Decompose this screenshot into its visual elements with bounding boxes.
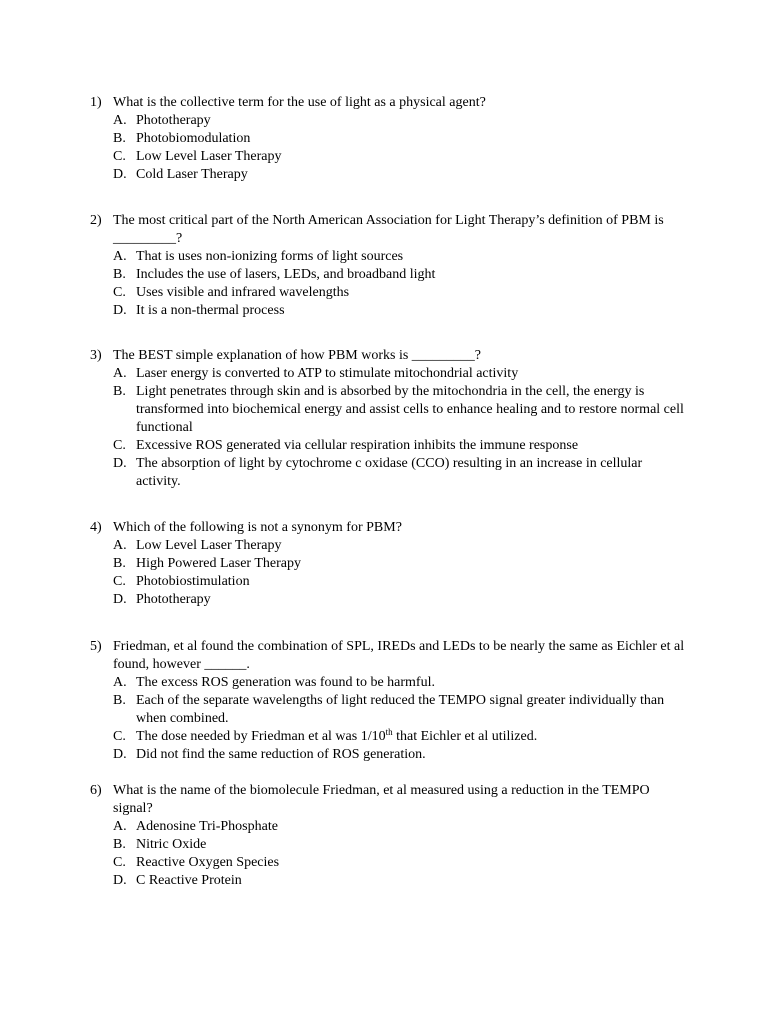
option-letter: A. — [113, 113, 127, 128]
answer-option-b — [113, 555, 690, 573]
question-text: The BEST simple explanation of how PBM works is _________? — [113, 348, 481, 363]
answer-option-a — [113, 248, 690, 266]
option-text-before: The dose needed by Friedman et al was 1/10 — [136, 729, 386, 744]
option-text: The excess ROS generation was found to be harmful. — [136, 675, 435, 690]
option-text: Reactive Oxygen Species — [136, 855, 280, 870]
option-letter: D. — [113, 592, 127, 607]
option-text: Low Level Laser Therapy — [136, 538, 282, 553]
option-text: Each of the separate wavelengths of light reduced the TEMPO signal greater individually than when combined. — [136, 693, 665, 726]
answer-option-d — [113, 746, 690, 764]
option-letter: A. — [113, 249, 127, 264]
option-text-after: that Eichler et al utilized. — [392, 729, 538, 744]
answer-options — [113, 248, 690, 320]
question-2 — [90, 212, 690, 320]
option-text: Phototherapy — [136, 592, 211, 607]
option-letter: C. — [113, 574, 126, 589]
answer-option-c — [113, 573, 690, 591]
option-text: Includes the use of lasers, LEDs, and broadband light — [136, 267, 436, 282]
option-text: Phototherapy — [136, 113, 211, 128]
option-letter: D. — [113, 303, 127, 318]
option-letter: B. — [113, 556, 126, 571]
answer-option-c — [113, 854, 690, 872]
answer-option-c — [113, 437, 690, 455]
answer-option-a — [113, 818, 690, 836]
question-number: 6) — [90, 783, 102, 798]
answer-options — [113, 537, 690, 609]
option-text: It is a non-thermal process — [136, 303, 285, 318]
ordinal-superscript: th — [385, 727, 393, 737]
question-6 — [90, 782, 690, 890]
question-text: The most critical part of the North American Association for Light Therapy’s definition of PBM is _________? — [113, 213, 664, 246]
option-text: Photobiomodulation — [136, 131, 251, 146]
answer-option-b — [113, 383, 690, 437]
option-text — [136, 728, 690, 746]
question-text: Which of the following is not a synonym for PBM? — [113, 520, 402, 535]
option-text: Did not find the same reduction of ROS generation. — [136, 747, 426, 762]
option-letter: D. — [113, 873, 127, 888]
answer-option-c — [113, 728, 690, 746]
question-number: 2) — [90, 213, 102, 228]
answer-options — [113, 674, 690, 764]
option-letter: B. — [113, 131, 126, 146]
option-letter: A. — [113, 819, 127, 834]
option-text: Cold Laser Therapy — [136, 167, 248, 182]
question-text: What is the name of the biomolecule Friedman, et al measured using a reduction in the TEMPO signal? — [113, 783, 650, 816]
answer-option-c — [113, 148, 690, 166]
option-letter: C. — [113, 438, 126, 453]
option-letter: C. — [113, 855, 126, 870]
option-letter: C. — [113, 149, 126, 164]
answer-options — [113, 365, 690, 491]
answer-option-d — [113, 302, 690, 320]
answer-option-b — [113, 692, 690, 728]
option-text: Uses visible and infrared wavelengths — [136, 285, 350, 300]
option-letter: C. — [113, 285, 126, 300]
answer-option-d — [113, 591, 690, 609]
answer-option-a — [113, 365, 690, 383]
answer-option-a — [113, 674, 690, 692]
option-text: Laser energy is converted to ATP to stimulate mitochondrial activity — [136, 366, 519, 381]
question-text: What is the collective term for the use of light as a physical agent? — [113, 95, 486, 110]
question-4 — [90, 519, 690, 609]
question-number: 1) — [90, 95, 102, 110]
answer-option-a — [113, 112, 690, 130]
question-number: 3) — [90, 348, 102, 363]
question-text: Friedman, et al found the combination of SPL, IREDs and LEDs to be nearly the same as Eichler et al found, however ______. — [113, 639, 685, 672]
answer-option-c — [113, 284, 690, 302]
option-text: Low Level Laser Therapy — [136, 149, 282, 164]
question-5 — [90, 638, 690, 764]
option-letter: B. — [113, 267, 126, 282]
option-text: C Reactive Protein — [136, 873, 242, 888]
option-letter: A. — [113, 366, 127, 381]
option-text: Light penetrates through skin and is absorbed by the mitochondria in the cell, the energy is transformed into biochemical energy and assist cells to enhance healing and to restore normal cell functional — [136, 384, 684, 435]
option-letter: D. — [113, 456, 127, 471]
option-letter: B. — [113, 693, 126, 708]
answer-option-d — [113, 166, 690, 184]
option-letter: D. — [113, 747, 127, 762]
option-text: Photobiostimulation — [136, 574, 250, 589]
answer-option-a — [113, 537, 690, 555]
question-number: 5) — [90, 639, 102, 654]
option-text: Adenosine Tri-Phosphate — [136, 819, 278, 834]
option-text: Nitric Oxide — [136, 837, 207, 852]
option-letter: A. — [113, 675, 127, 690]
option-letter: B. — [113, 384, 126, 399]
answer-options — [113, 112, 690, 184]
option-text: The absorption of light by cytochrome c oxidase (CCO) resulting in an increase in cellular activity. — [136, 456, 643, 489]
option-letter: B. — [113, 837, 126, 852]
question-3 — [90, 347, 690, 491]
question-number: 4) — [90, 520, 102, 535]
answer-options — [113, 818, 690, 890]
option-letter: A. — [113, 538, 127, 553]
answer-option-d — [113, 872, 690, 890]
answer-option-b — [113, 130, 690, 148]
question-1 — [90, 94, 690, 184]
option-text: Excessive ROS generated via cellular respiration inhibits the immune response — [136, 438, 579, 453]
answer-option-b — [113, 266, 690, 284]
option-letter: D. — [113, 167, 127, 182]
answer-option-b — [113, 836, 690, 854]
answer-option-d — [113, 455, 690, 491]
option-text: That is uses non-ionizing forms of light sources — [136, 249, 404, 264]
option-text: High Powered Laser Therapy — [136, 556, 301, 571]
option-letter: C. — [113, 729, 126, 744]
